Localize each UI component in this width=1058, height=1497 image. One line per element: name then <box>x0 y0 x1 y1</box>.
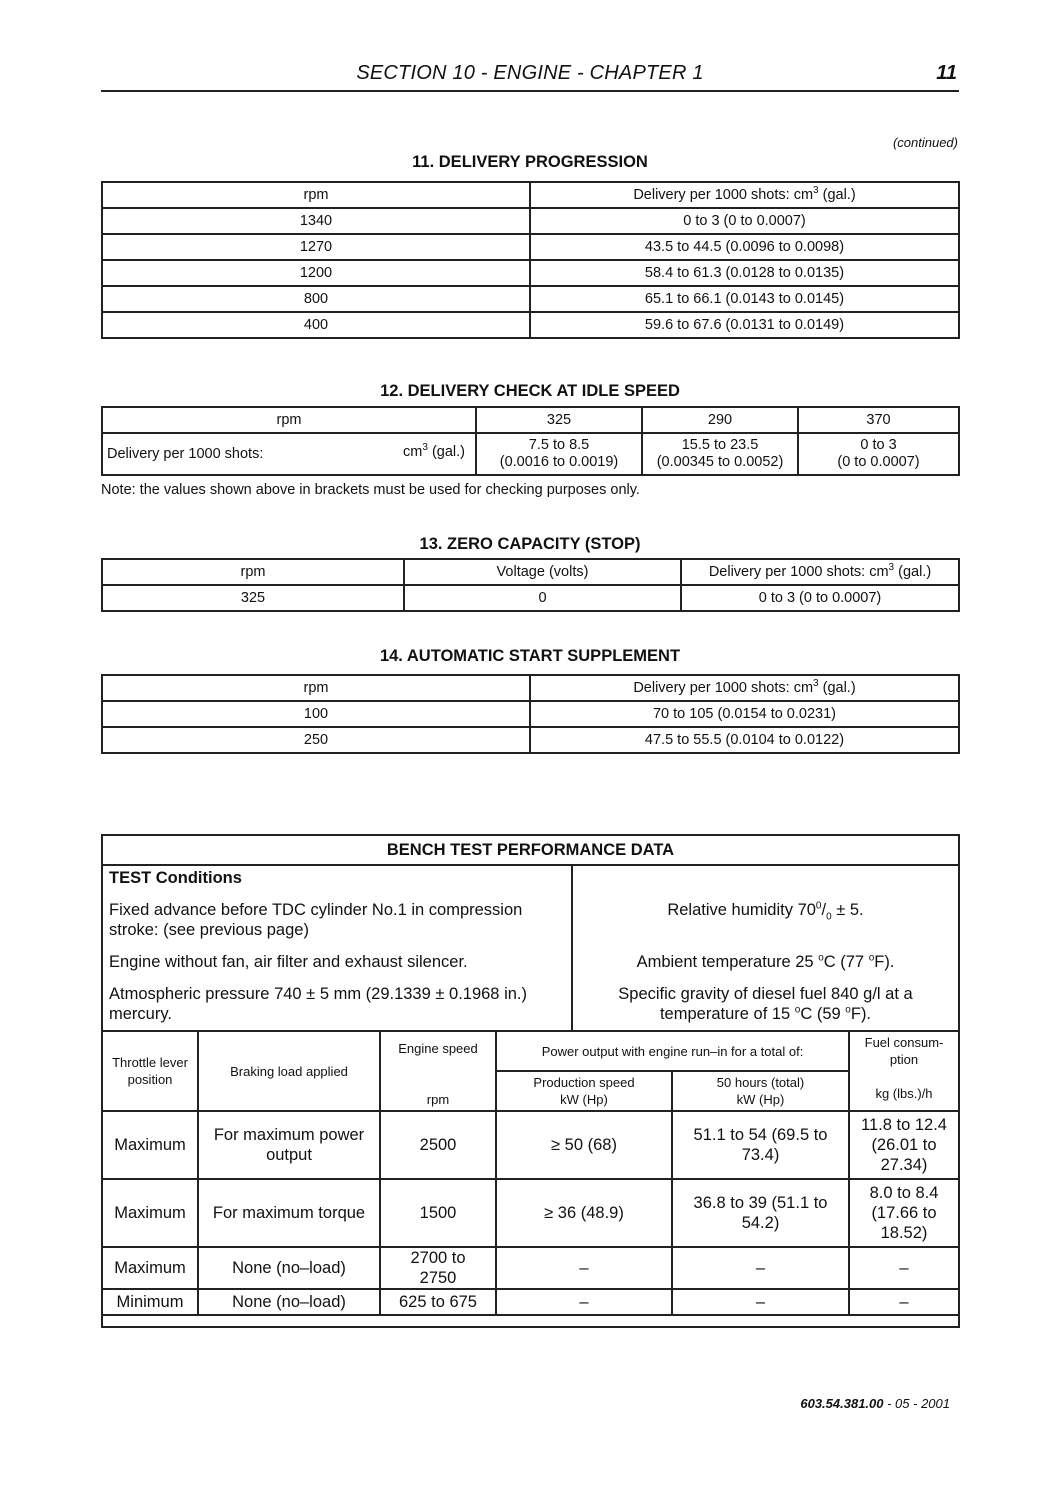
voltage-cell: 0 <box>404 585 681 611</box>
idle-check-table <box>101 406 960 476</box>
table-row <box>102 1179 959 1247</box>
document-date: - 05 - 2001 <box>883 1396 950 1411</box>
rpm-cell: 1270 <box>102 234 530 260</box>
rpm-cell: 250 <box>102 727 530 753</box>
production-cell: – <box>496 1247 672 1289</box>
production-cell: ≥ 50 (68) <box>496 1111 672 1179</box>
col-braking: Braking load applied <box>198 1031 380 1111</box>
braking-cell: None (no–load) <box>198 1247 380 1289</box>
bench-test-title: BENCH TEST PERFORMANCE DATA <box>103 836 958 866</box>
table-header-row <box>102 182 959 208</box>
page-number: 11 <box>936 62 957 84</box>
col-rpm: rpm <box>102 675 530 701</box>
speed-cell: 1500 <box>380 1179 496 1247</box>
delivery-cell: 0 to 3 (0 to 0.0007) <box>681 585 959 611</box>
table-header-row <box>102 675 959 701</box>
table-row <box>102 1111 959 1179</box>
delivery-cell: 43.5 to 44.5 (0.0096 to 0.0098) <box>530 234 959 260</box>
delivery-cell: 65.1 to 66.1 (0.0143 to 0.0145) <box>530 286 959 312</box>
table-header-row <box>102 407 959 433</box>
delivery-progression-title: 11. DELIVERY PROGRESSION <box>412 153 648 171</box>
delivery-cell: 47.5 to 55.5 (0.0104 to 0.0122) <box>530 727 959 753</box>
page-header <box>101 60 959 92</box>
delivery-progression-table <box>101 181 960 339</box>
braking-cell: For maximum torque <box>198 1179 380 1247</box>
hours50-cell: – <box>672 1247 849 1289</box>
table-row <box>102 1289 959 1315</box>
delivery-cell: 59.6 to 67.6 (0.0131 to 0.0149) <box>530 312 959 338</box>
zero-capacity-table <box>101 558 960 612</box>
col-fuel: Fuel consum-ption kg (lbs.)/h <box>849 1031 959 1111</box>
condition-pressure: Atmospheric pressure 740 ± 5 mm (29.1339 ± 0.1968 in.) mercury. <box>109 985 527 1023</box>
delivery-cell: 0 to 3 (0 to 0.0007) <box>530 208 959 234</box>
table-row <box>102 1247 959 1289</box>
delivery-cell: 58.4 to 61.3 (0.0128 to 0.0135) <box>530 260 959 286</box>
col-engine-speed: Engine speed rpm <box>380 1031 496 1111</box>
table-row <box>102 234 959 260</box>
braking-cell: For maximum power output <box>198 1111 380 1179</box>
production-cell: – <box>496 1289 672 1315</box>
table-row <box>102 286 959 312</box>
fuel-cell: 8.0 to 8.4 (17.66 to 18.52) <box>849 1179 959 1247</box>
hours50-cell: – <box>672 1289 849 1315</box>
table-row <box>102 260 959 286</box>
delivery-value: 7.5 to 8.5 (0.0016 to 0.0019) <box>476 433 642 475</box>
col-voltage: Voltage (volts) <box>404 559 681 585</box>
table-row <box>102 312 959 338</box>
delivery-value: 0 to 3 (0 to 0.0007) <box>798 433 959 475</box>
rpm-value: 370 <box>798 407 959 433</box>
table-row <box>102 727 959 753</box>
condition-ambient: Ambient temperature 25 $^o$C (77 $^o$F). <box>636 952 895 971</box>
rpm-cell: 1200 <box>102 260 530 286</box>
throttle-cell: Maximum <box>102 1111 198 1179</box>
hours50-cell: 51.1 to 54 (69.5 to 73.4) <box>672 1111 849 1179</box>
rpm-cell: 1340 <box>102 208 530 234</box>
rpm-value: 290 <box>642 407 798 433</box>
brackets-note: Note: the values shown above in brackets must be used for checking purposes only. <box>101 482 640 498</box>
condition-humidity: Relative humidity $70^0/_0 \pm 5$. <box>667 900 864 923</box>
section-title: SECTION 10 - ENGINE - CHAPTER 1 <box>356 62 704 84</box>
bench-test-box <box>101 834 960 1328</box>
col-rpm: rpm <box>102 559 404 585</box>
col-50-hours: 50 hours (total) kW (Hp) <box>672 1071 849 1111</box>
fuel-cell: – <box>849 1247 959 1289</box>
delivery-label-cell <box>102 433 476 475</box>
col-power-output: Power output with engine run–in for a total of: <box>496 1031 849 1071</box>
production-cell: ≥ 36 (48.9) <box>496 1179 672 1247</box>
col-throttle: Throttle lever position <box>102 1031 198 1111</box>
col-production-speed: Production speed kW (Hp) <box>496 1071 672 1111</box>
delivery-value: 15.5 to 23.5 (0.00345 to 0.0052) <box>642 433 798 475</box>
idle-check-title: 12. DELIVERY CHECK AT IDLE SPEED <box>380 382 680 400</box>
table-row <box>102 585 959 611</box>
performance-table <box>101 1030 960 1316</box>
test-conditions-right <box>573 866 958 1030</box>
rpm-cell: 100 <box>102 701 530 727</box>
braking-cell: None (no–load) <box>198 1289 380 1315</box>
delivery-cell: 70 to 105 (0.0154 to 0.0231) <box>530 701 959 727</box>
speed-cell: 2500 <box>380 1111 496 1179</box>
rpm-label: rpm <box>102 407 476 433</box>
fuel-cell: – <box>849 1289 959 1315</box>
table-header-row <box>102 559 959 585</box>
col-rpm: rpm <box>102 182 530 208</box>
zero-capacity-title: 13. ZERO CAPACITY (STOP) <box>419 535 641 553</box>
condition-gravity: Specific gravity of diesel fuel 840 g/l at a temperature of 15 $^o$C (59 $^o$F). <box>618 985 913 1023</box>
table-row <box>102 701 959 727</box>
page-footer <box>800 1396 950 1411</box>
table-row <box>102 433 959 475</box>
throttle-cell: Maximum <box>102 1247 198 1289</box>
col-delivery: Delivery per 1000 shots: $cm^3$ (gal.) <box>530 182 959 208</box>
start-supplement-title: 14. AUTOMATIC START SUPPLEMENT <box>379 647 681 665</box>
rpm-value: 325 <box>476 407 642 433</box>
document-code: 603.54.381.00 <box>800 1396 884 1411</box>
rpm-cell: 400 <box>102 312 530 338</box>
throttle-cell: Maximum <box>102 1179 198 1247</box>
continued-label: (continued) <box>892 135 958 150</box>
test-conditions-heading: TEST Conditions <box>109 869 242 887</box>
col-delivery: Delivery per 1000 shots: $cm^3$ (gal.) <box>681 559 959 585</box>
start-supplement-table <box>101 674 960 754</box>
throttle-cell: Minimum <box>102 1289 198 1315</box>
rpm-cell: 325 <box>102 585 404 611</box>
delivery-unit: $cm^3$ (gal.) <box>403 442 465 460</box>
delivery-label: Delivery per 1000 shots: <box>107 445 264 462</box>
table-row <box>102 208 959 234</box>
test-conditions-left <box>103 866 573 1030</box>
condition-engine: Engine without fan, air filter and exhaust silencer. <box>109 953 468 971</box>
speed-cell: 2700 to 2750 <box>380 1247 496 1289</box>
fuel-cell: 11.8 to 12.4 (26.01 to 27.34) <box>849 1111 959 1179</box>
hours50-cell: 36.8 to 39 (51.1 to 54.2) <box>672 1179 849 1247</box>
condition-advance: Fixed advance before TDC cylinder No.1 in compression stroke: (see previous page) <box>109 901 523 939</box>
col-delivery: Delivery per 1000 shots: $cm^3$ (gal.) <box>530 675 959 701</box>
speed-cell: 625 to 675 <box>380 1289 496 1315</box>
table-header-row <box>102 1031 959 1071</box>
rpm-cell: 800 <box>102 286 530 312</box>
